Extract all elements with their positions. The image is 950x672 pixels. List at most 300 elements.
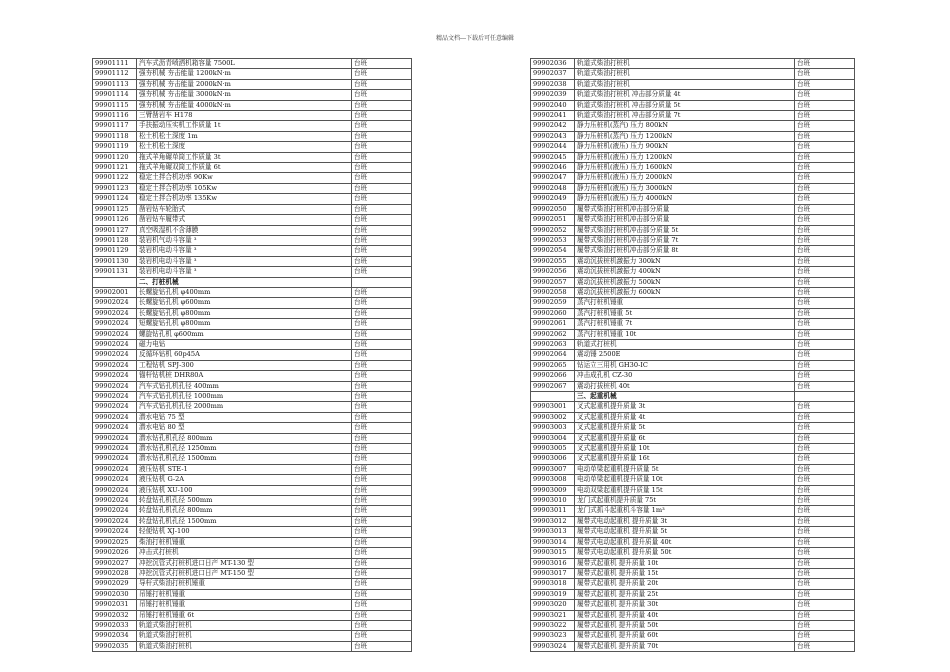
table-row — [531, 298, 855, 308]
item-name: 蒸汽打桩机锤重 — [575, 298, 795, 308]
item-unit: 台班 — [352, 631, 412, 641]
item-unit: 台班 — [795, 215, 855, 225]
item-unit: 台班 — [352, 100, 412, 110]
table-row — [531, 329, 855, 339]
item-name: 轨道式柴油打桩机 — [137, 631, 352, 641]
item-unit: 台班 — [352, 339, 412, 349]
item-code: 99901126 — [93, 215, 137, 225]
item-code: 99902024 — [93, 485, 137, 495]
table-row — [531, 516, 855, 526]
item-code: 99903016 — [531, 558, 575, 568]
item-unit: 台班 — [352, 433, 412, 443]
table-row — [531, 610, 855, 620]
item-unit: 台班 — [795, 620, 855, 630]
item-unit: 台班 — [795, 131, 855, 141]
table-row — [93, 548, 412, 558]
table-row — [93, 454, 412, 464]
table-row — [93, 90, 412, 100]
item-name: 反循环钻机 60p45A — [137, 350, 352, 360]
item-code: 99902024 — [93, 392, 137, 402]
table-row — [531, 558, 855, 568]
item-unit: 台班 — [352, 454, 412, 464]
item-code: 99902035 — [93, 641, 137, 651]
item-name: 转盘钻孔机孔径 800mm — [137, 506, 352, 516]
item-name: 潜水电钻 75 型 — [137, 412, 352, 422]
item-name: 潜水钻孔机孔径 1500mm — [137, 454, 352, 464]
item-name: 真空吸湿机不含薄膜 — [137, 225, 352, 235]
item-code: 99903015 — [531, 548, 575, 558]
table-row — [531, 641, 855, 651]
item-unit: 台班 — [795, 423, 855, 433]
table-row — [93, 183, 412, 193]
item-name: 震动打拔桩机 40t — [575, 381, 795, 391]
item-code: 99901115 — [93, 100, 137, 110]
item-unit: 台班 — [795, 600, 855, 610]
table-row — [93, 59, 412, 69]
item-unit: 台班 — [352, 568, 412, 578]
item-code: 99901128 — [93, 235, 137, 245]
item-unit: 台班 — [795, 69, 855, 79]
item-code: 99901122 — [93, 173, 137, 183]
item-unit: 台班 — [352, 267, 412, 277]
table-row — [93, 215, 412, 225]
item-code: 99902044 — [531, 142, 575, 152]
item-unit: 台班 — [795, 433, 855, 443]
table-row — [93, 204, 412, 214]
item-unit: 台班 — [795, 319, 855, 329]
item-unit: 台班 — [795, 277, 855, 287]
item-unit: 台班 — [352, 79, 412, 89]
item-name: 吊锤打桩机锤重 6t — [137, 610, 352, 620]
item-code: 99901125 — [93, 204, 137, 214]
item-unit: 台班 — [352, 152, 412, 162]
item-name: 锚杆钻机桩 DHR80A — [137, 371, 352, 381]
item-code: 99902031 — [93, 600, 137, 610]
item-unit: 台班 — [352, 225, 412, 235]
table-row — [531, 579, 855, 589]
table-row — [93, 412, 412, 422]
item-name: 龙门式抓斗起重机斗容量 1m³ — [575, 506, 795, 516]
item-unit: 台班 — [795, 163, 855, 173]
item-code: 99901120 — [93, 152, 137, 162]
item-name: 强夯机械 夯击能量 4000kN·m — [137, 100, 352, 110]
item-code: 99902049 — [531, 194, 575, 204]
item-code: 99903008 — [531, 475, 575, 485]
table-row — [531, 287, 855, 297]
table-row — [531, 485, 855, 495]
item-unit: 台班 — [795, 485, 855, 495]
table-row — [531, 90, 855, 100]
item-code: 99902064 — [531, 350, 575, 360]
table-row — [93, 485, 412, 495]
item-code: 99903002 — [531, 412, 575, 422]
item-code: 99903017 — [531, 568, 575, 578]
item-name: 拖式羊角碾双筒工作质量 6t — [137, 163, 352, 173]
table-row — [93, 516, 412, 526]
item-unit: 台班 — [795, 496, 855, 506]
item-name: 强夯机械 夯击能量 1200kN·m — [137, 69, 352, 79]
table-row — [531, 163, 855, 173]
item-code: 99902061 — [531, 319, 575, 329]
table-row — [93, 631, 412, 641]
table-row — [531, 277, 855, 287]
table-row — [531, 69, 855, 79]
item-name: 轨道式柴油打桩机 — [137, 620, 352, 630]
table-row — [531, 79, 855, 89]
item-code: 99903005 — [531, 444, 575, 454]
item-name: 履带式柴油打桩机冲击部分质量 — [575, 204, 795, 214]
table-row — [531, 246, 855, 256]
table-row — [531, 142, 855, 152]
machine-table-left — [92, 58, 412, 652]
item-name: 叉式起重机提升质量 5t — [575, 423, 795, 433]
item-code: 99902058 — [531, 287, 575, 297]
item-code: 99903021 — [531, 610, 575, 620]
item-code: 99902024 — [93, 298, 137, 308]
table-row — [531, 121, 855, 131]
item-code: 99903007 — [531, 464, 575, 474]
item-code: 99902051 — [531, 215, 575, 225]
item-name: 潜水电钻 80 型 — [137, 423, 352, 433]
item-name: 履带式起重机 提升质量 15t — [575, 568, 795, 578]
table-row — [531, 444, 855, 454]
item-code: 99902029 — [93, 579, 137, 589]
item-code: 99902024 — [93, 516, 137, 526]
item-unit: 台班 — [795, 412, 855, 422]
item-unit: 台班 — [352, 90, 412, 100]
item-name: 电动单梁起重机提升质量 5t — [575, 464, 795, 474]
item-unit: 台班 — [795, 464, 855, 474]
item-name: 龙门式起重机提升质量 75t — [575, 496, 795, 506]
item-code: 99903009 — [531, 485, 575, 495]
item-name: 电动双梁起重机提升质量 15t — [575, 485, 795, 495]
item-unit: 台班 — [795, 246, 855, 256]
item-name: 履带式电动起重机 提升质量 40t — [575, 537, 795, 547]
item-code: 99902057 — [531, 277, 575, 287]
table-row — [531, 100, 855, 110]
table-row — [93, 287, 412, 297]
item-unit: 台班 — [352, 287, 412, 297]
item-unit: 台班 — [795, 235, 855, 245]
item-code: 99902043 — [531, 131, 575, 141]
item-code: 99901124 — [93, 194, 137, 204]
item-name: 轨道式柴油打桩机 冲击部分质量 7t — [575, 111, 795, 121]
item-name: 叉式起重机提升质量 10t — [575, 444, 795, 454]
item-unit: 台班 — [352, 183, 412, 193]
item-unit: 台班 — [352, 589, 412, 599]
item-code: 99903013 — [531, 527, 575, 537]
item-name: 履带式柴油打桩机冲击部分质量 — [575, 215, 795, 225]
item-unit: 台班 — [352, 173, 412, 183]
item-name: 震动沉拔桩机激振力 500kN — [575, 277, 795, 287]
item-code: 99903020 — [531, 600, 575, 610]
item-code: 99901113 — [93, 79, 137, 89]
item-unit: 台班 — [352, 579, 412, 589]
item-name: 电动单梁起重机提升质量 10t — [575, 475, 795, 485]
table-row — [531, 256, 855, 266]
table-row — [531, 339, 855, 349]
table-row — [531, 152, 855, 162]
table-row — [93, 444, 412, 454]
item-name: 履带式柴油打桩机冲击部分质量 7t — [575, 235, 795, 245]
item-code: 99902028 — [93, 568, 137, 578]
item-name: 静力压桩机(液压) 压力 1600kN — [575, 163, 795, 173]
item-name: 轨道式柴油打桩机 — [575, 79, 795, 89]
item-unit: 台班 — [352, 308, 412, 318]
item-name: 吊锤打桩机锤重 — [137, 589, 352, 599]
table-row — [531, 496, 855, 506]
item-code: 99902024 — [93, 329, 137, 339]
table-row — [93, 464, 412, 474]
item-code: 99903024 — [531, 641, 575, 651]
table-row — [531, 194, 855, 204]
item-name: 强夯机械 夯击能量 2000kN·m — [137, 79, 352, 89]
item-unit — [795, 392, 855, 402]
item-name: 叉式起重机提升质量 4t — [575, 412, 795, 422]
item-name: 长螺旋钻孔机 φ400mm — [137, 287, 352, 297]
item-unit: 台班 — [352, 485, 412, 495]
table-body-right — [531, 59, 855, 652]
item-unit: 台班 — [795, 287, 855, 297]
item-code: 99902024 — [93, 423, 137, 433]
item-unit: 台班 — [352, 142, 412, 152]
section-heading-row — [531, 392, 855, 402]
item-unit: 台班 — [352, 204, 412, 214]
item-name: 叉式起重机提升质量 6t — [575, 433, 795, 443]
item-code: 99902067 — [531, 381, 575, 391]
table-row — [93, 69, 412, 79]
item-name: 装岩机电动斗容量 ³ — [137, 267, 352, 277]
item-code: 99902065 — [531, 360, 575, 370]
item-unit: 台班 — [795, 173, 855, 183]
item-code: 99902050 — [531, 204, 575, 214]
item-name: 松土机松土深度 — [137, 142, 352, 152]
item-code: 99903011 — [531, 506, 575, 516]
table-row — [531, 267, 855, 277]
item-name: 长螺旋钻孔机 φ600mm — [137, 298, 352, 308]
table-row — [531, 600, 855, 610]
table-row — [93, 256, 412, 266]
item-code — [531, 392, 575, 402]
item-code — [93, 277, 137, 287]
item-unit: 台班 — [795, 631, 855, 641]
item-unit: 台班 — [352, 392, 412, 402]
table-row — [531, 59, 855, 69]
item-code: 99901112 — [93, 69, 137, 79]
table-row — [531, 350, 855, 360]
item-name: 震动沉拔桩机激振力 400kN — [575, 267, 795, 277]
item-name: 液压钻机 STE-1 — [137, 464, 352, 474]
table-row — [93, 568, 412, 578]
item-code: 99902024 — [93, 402, 137, 412]
item-unit: 台班 — [795, 527, 855, 537]
table-row — [93, 329, 412, 339]
item-name: 潜水钻孔机孔径 1250mm — [137, 444, 352, 454]
table-row — [531, 433, 855, 443]
item-code: 99902024 — [93, 444, 137, 454]
item-name: 静力压桩机(液压) 压力 900kN — [575, 142, 795, 152]
table-row — [93, 475, 412, 485]
item-unit: 台班 — [795, 308, 855, 318]
item-unit: 台班 — [795, 350, 855, 360]
table-row — [93, 392, 412, 402]
item-unit: 台班 — [795, 454, 855, 464]
table-row — [93, 641, 412, 651]
item-name: 柴油打桩机锤重 — [137, 537, 352, 547]
item-unit: 台班 — [795, 548, 855, 558]
item-name: 履带式电动起重机 提升质量 3t — [575, 516, 795, 526]
item-unit: 台班 — [352, 600, 412, 610]
item-name: 转盘钻孔机孔径 500mm — [137, 496, 352, 506]
table-row — [93, 235, 412, 245]
item-unit: 台班 — [795, 537, 855, 547]
item-name: 潜水钻孔机孔径 800mm — [137, 433, 352, 443]
item-name: 冲挖沉管式打桩机进口日产 MT-130 型 — [137, 558, 352, 568]
item-name: 蒸汽打桩机锤重 7t — [575, 319, 795, 329]
item-name: 冲击成孔机 CZ-30 — [575, 371, 795, 381]
item-code: 99902024 — [93, 496, 137, 506]
item-code: 99902024 — [93, 454, 137, 464]
section-title: 二、打桩机械 — [137, 277, 352, 287]
item-code: 99902046 — [531, 163, 575, 173]
item-unit: 台班 — [795, 329, 855, 339]
table-row — [531, 527, 855, 537]
item-code: 99903006 — [531, 454, 575, 464]
item-unit: 台班 — [352, 69, 412, 79]
item-code: 99901118 — [93, 131, 137, 141]
item-unit: 台班 — [795, 339, 855, 349]
item-name: 拖式羊角碾单筒工作质量 3t — [137, 152, 352, 162]
item-unit: 台班 — [352, 235, 412, 245]
table-row — [531, 620, 855, 630]
item-unit: 台班 — [795, 121, 855, 131]
item-code: 99902063 — [531, 339, 575, 349]
table-row — [93, 163, 412, 173]
item-name: 履带式起重机 提升质量 10t — [575, 558, 795, 568]
item-name: 凿岩钻车履带式 — [137, 215, 352, 225]
item-name: 履带式起重机 提升质量 30t — [575, 600, 795, 610]
item-unit: 台班 — [352, 194, 412, 204]
item-unit — [352, 277, 412, 287]
item-code: 99902055 — [531, 256, 575, 266]
item-name: 履带式柴油打桩机冲击部分质量 5t — [575, 225, 795, 235]
item-name: 稳定土拌合机功率 105Kw — [137, 183, 352, 193]
table-row — [93, 121, 412, 131]
table-row — [531, 412, 855, 422]
item-code: 99903019 — [531, 589, 575, 599]
item-name: 短螺旋钻孔机 φ800mm — [137, 319, 352, 329]
item-unit: 台班 — [795, 79, 855, 89]
table-row — [93, 600, 412, 610]
item-name: 叉式起重机提升质量 3t — [575, 402, 795, 412]
item-name: 履带式起重机 提升质量 40t — [575, 610, 795, 620]
item-unit: 台班 — [795, 256, 855, 266]
item-code: 99901114 — [93, 90, 137, 100]
item-unit: 台班 — [352, 59, 412, 69]
item-unit: 台班 — [795, 371, 855, 381]
table-row — [93, 319, 412, 329]
item-code: 99902024 — [93, 527, 137, 537]
item-unit: 台班 — [795, 298, 855, 308]
section-heading-row — [93, 277, 412, 287]
table-row — [93, 620, 412, 630]
table-row — [531, 568, 855, 578]
item-unit: 台班 — [352, 111, 412, 121]
item-code: 99903014 — [531, 537, 575, 547]
table-row — [531, 423, 855, 433]
item-unit: 台班 — [795, 589, 855, 599]
item-code: 99903010 — [531, 496, 575, 506]
item-code: 99902034 — [93, 631, 137, 641]
item-name: 履带式电动起重机 提升质量 50t — [575, 548, 795, 558]
table-row — [531, 235, 855, 245]
item-unit: 台班 — [352, 558, 412, 568]
item-code: 99901131 — [93, 267, 137, 277]
item-code: 99901111 — [93, 59, 137, 69]
table-row — [531, 131, 855, 141]
item-name: 轨道式打桩机 — [575, 339, 795, 349]
table-row — [93, 225, 412, 235]
item-unit: 台班 — [352, 537, 412, 547]
section-title: 三、起重机械 — [575, 392, 795, 402]
table-row — [531, 548, 855, 558]
item-unit: 台班 — [352, 527, 412, 537]
item-code: 99902024 — [93, 475, 137, 485]
item-name: 冲挖沉管式打桩机进口日产 MT-150 型 — [137, 568, 352, 578]
item-unit: 台班 — [352, 256, 412, 266]
item-code: 99903001 — [531, 402, 575, 412]
item-unit: 台班 — [352, 319, 412, 329]
table-row — [93, 350, 412, 360]
item-code: 99901116 — [93, 111, 137, 121]
item-unit: 台班 — [352, 444, 412, 454]
table-row — [531, 631, 855, 641]
item-name: 蒸汽打桩机锤重 10t — [575, 329, 795, 339]
item-name: 吊锤打桩机锤重 — [137, 600, 352, 610]
item-code: 99902033 — [93, 620, 137, 630]
item-code: 99902059 — [531, 298, 575, 308]
table-row — [93, 433, 412, 443]
item-name: 震动锤 2500E — [575, 350, 795, 360]
item-unit: 台班 — [795, 381, 855, 391]
table-row — [531, 454, 855, 464]
item-unit: 台班 — [795, 360, 855, 370]
table-row — [93, 610, 412, 620]
item-name: 叉式起重机提升质量 16t — [575, 454, 795, 464]
item-unit: 台班 — [352, 246, 412, 256]
item-name: 履带式柴油打桩机冲击部分质量 8t — [575, 246, 795, 256]
table-row — [531, 475, 855, 485]
item-code: 99902056 — [531, 267, 575, 277]
table-row — [531, 464, 855, 474]
item-name: 履带式起重机 提升质量 50t — [575, 620, 795, 630]
item-code: 99902038 — [531, 79, 575, 89]
item-code: 99903018 — [531, 579, 575, 589]
table-row — [93, 267, 412, 277]
item-name: 静力压桩机(液压) 压力 2000kN — [575, 173, 795, 183]
item-name: 静力压桩机(液压) 压力 3000kN — [575, 183, 795, 193]
table-row — [531, 360, 855, 370]
item-code: 99902054 — [531, 246, 575, 256]
item-code: 99902024 — [93, 308, 137, 318]
table-row — [93, 537, 412, 547]
table-row — [93, 142, 412, 152]
table-row — [93, 173, 412, 183]
item-code: 99902001 — [93, 287, 137, 297]
item-unit: 台班 — [352, 506, 412, 516]
item-name: 螺旋钻孔机 φ600mm — [137, 329, 352, 339]
table-row — [93, 527, 412, 537]
